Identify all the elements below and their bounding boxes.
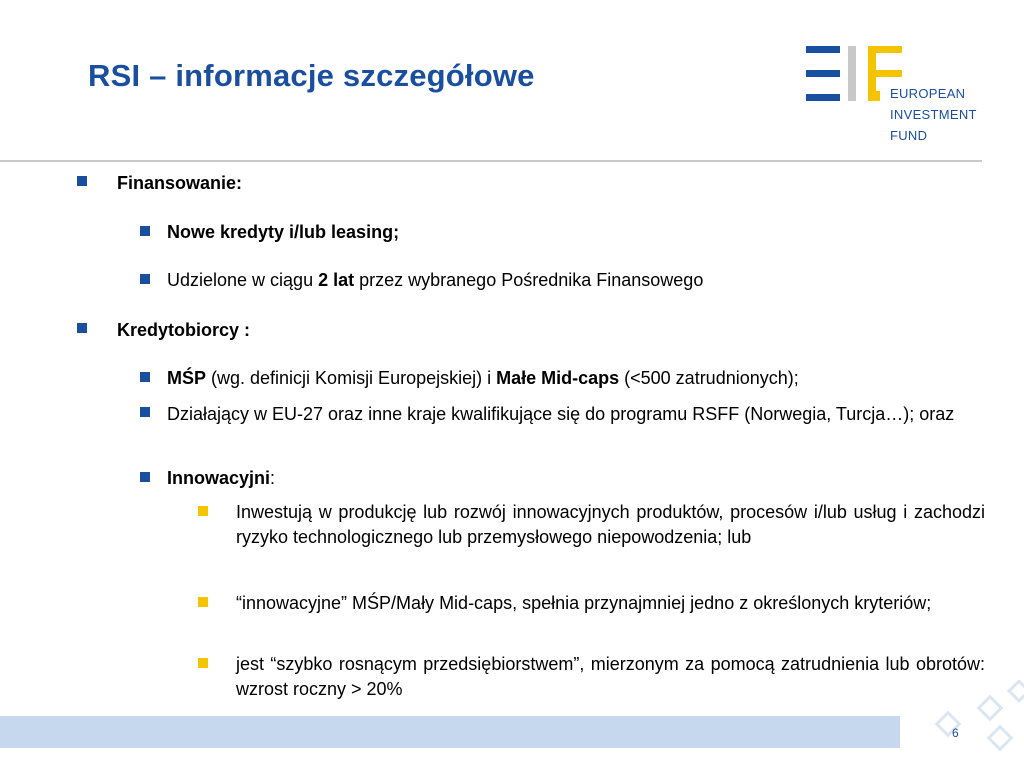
bullet-granted (167, 268, 703, 293)
bullet-icon (140, 472, 150, 482)
logo-bar (806, 46, 840, 53)
bullet-icon (198, 658, 208, 668)
bullet-innovative (167, 466, 275, 491)
bullet-fast-growth: jest “szybko rosnącym przedsiębiorstwem”, mierzonym za pomocą zatrudnienia lub obrotów: wzrost roczny > 20% (236, 654, 985, 699)
sme-text-mid: (wg. definicji Komisji Europejskiej) i (206, 368, 497, 388)
footer-band (0, 716, 900, 748)
bullet-sme (167, 366, 799, 391)
bullet-icon (198, 597, 208, 607)
bullet-invest: Inwestują w produkcję lub rozwój innowacyjnych produktów, procesów i/lub usług i zachodzi ryzyko technologicznego lub przemysłowego niepowodzenia; lub (236, 502, 985, 547)
logo-bar (806, 94, 840, 101)
granted-text-pre: Udzielone w ciągu (167, 270, 319, 290)
bullet-icon (77, 176, 87, 186)
bullet-eu27: Działający w EU-27 oraz inne kraje kwalifikujące się do programu RSFF (Norwegia, Turcja…); oraz (167, 404, 955, 424)
slide-title: RSI – informacje szczegółowe (88, 58, 535, 93)
logo-divider (848, 46, 856, 101)
bullet-icon (140, 407, 150, 417)
logo-text-investment: INVESTMENT (890, 107, 977, 122)
sme-text-bold: MŚP (167, 368, 207, 388)
bullet-borrowers: Kredytobiorcy : (117, 320, 251, 340)
bullet-icon (140, 226, 150, 236)
logo-text-european: EUROPEAN (890, 86, 966, 101)
logo-square (870, 91, 880, 101)
bullet-financing: Finansowanie: (117, 173, 243, 193)
decorative-squares-icon (930, 680, 1024, 768)
granted-text-post: przez wybranego Pośrednika Finansowego (354, 270, 704, 290)
bullet-new-loans: Nowe kredyty i/lub leasing; (167, 222, 400, 242)
bullet-icon (77, 323, 87, 333)
bullet-icon (140, 372, 150, 382)
title-divider (0, 160, 982, 162)
bullet-icon (198, 506, 208, 516)
logo-text-fund: FUND (890, 128, 928, 143)
sme-text-bold2: Małe Mid-caps (496, 368, 620, 388)
page-number: 6 (952, 726, 959, 740)
innovative-text-bold: Innowacyjni (167, 468, 271, 488)
bullet-criteria: “innowacyjne” MŚP/Mały Mid-caps, spełnia przynajmniej jedno z określonych kryteriów; (236, 593, 932, 613)
bullet-icon (140, 274, 150, 284)
sme-text-post: (<500 zatrudnionych); (619, 368, 799, 388)
granted-text-bold: 2 lat (318, 270, 355, 290)
logo-bar (806, 70, 840, 77)
innovative-text-post: : (270, 468, 276, 488)
